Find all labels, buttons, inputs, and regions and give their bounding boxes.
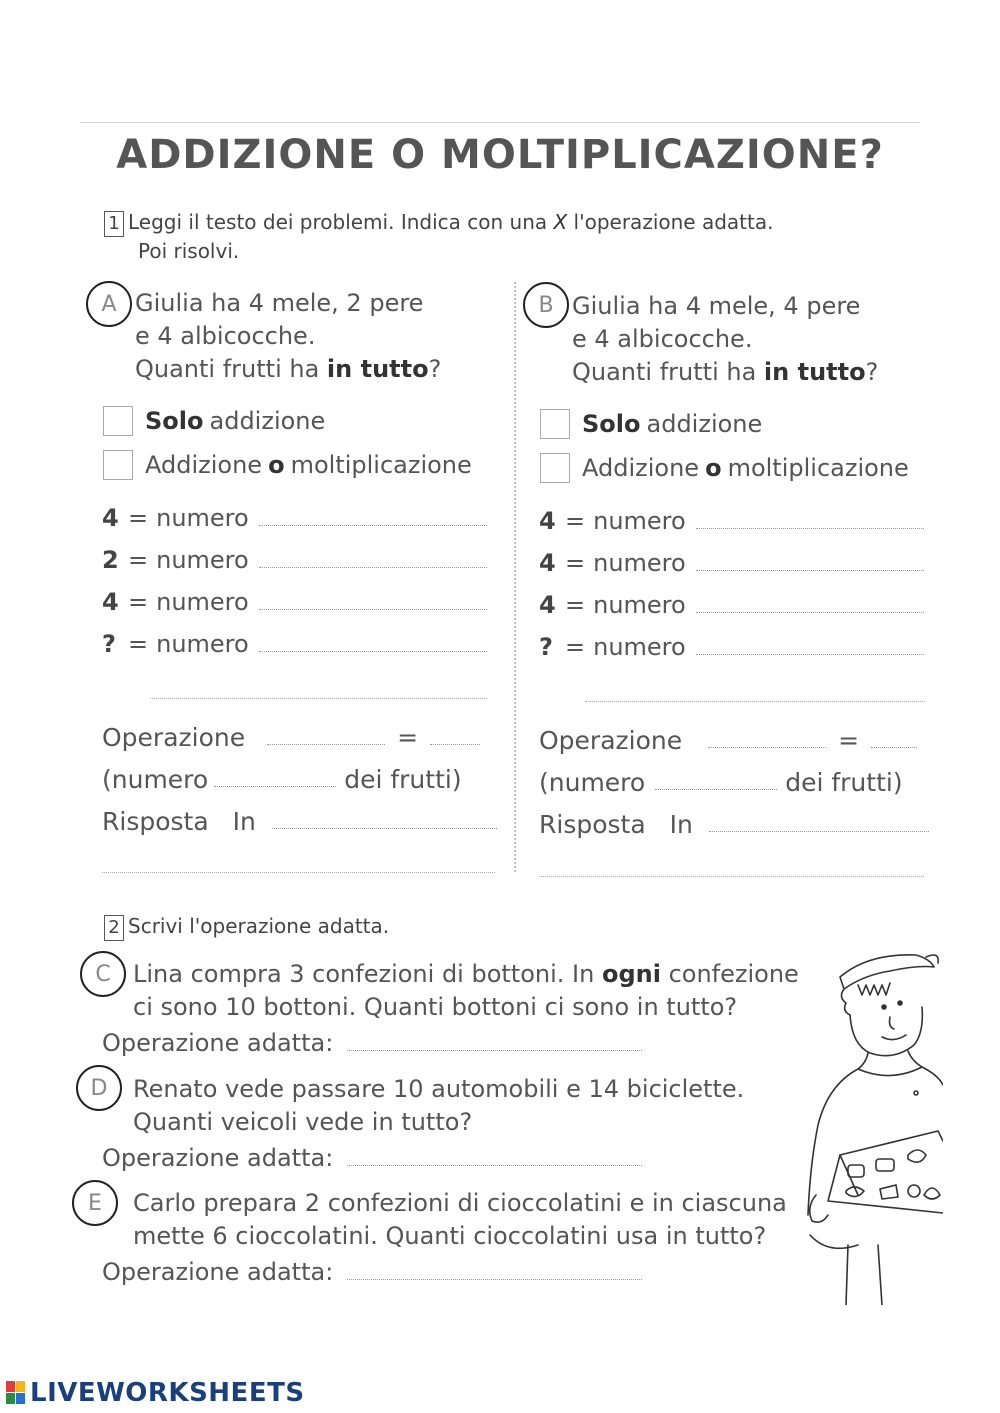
- numero-frutti-row: (numero dei frutti): [539, 767, 903, 797]
- problem-a-options: [103, 401, 503, 485]
- operazione-row: Operazione =: [539, 719, 929, 761]
- exercise-1-instruction: [104, 208, 904, 265]
- operation-input-line[interactable]: [708, 747, 826, 748]
- risposta-row: Risposta In: [102, 800, 497, 842]
- answer-line[interactable]: [259, 609, 487, 610]
- problem-a-text: [135, 287, 505, 386]
- liveworksheets-logo: [6, 1378, 305, 1408]
- instruction-line-2: Poi risolvi.: [138, 238, 240, 263]
- checkbox-addizione-o-moltiplicazione[interactable]: [540, 453, 570, 483]
- number-row: 2 = numero: [102, 539, 487, 581]
- answer-line[interactable]: [696, 612, 924, 613]
- problem-c-text: [133, 958, 823, 1024]
- answer-line[interactable]: [696, 528, 924, 529]
- checkbox-solo-addizione[interactable]: [103, 406, 133, 436]
- problem-d-line-1: Renato vede passare 10 automobili e 14 biciclette.: [133, 1075, 745, 1103]
- problem-letter-a: A: [86, 281, 132, 327]
- extra-answer-line[interactable]: [150, 698, 487, 699]
- answer-line[interactable]: [696, 654, 924, 655]
- extra-answer-line[interactable]: [585, 701, 925, 702]
- problem-a-line-2: e 4 albicocche.: [135, 322, 316, 350]
- exercise-number: 2: [104, 915, 124, 941]
- problem-e-line-1: Carlo prepara 2 confezioni di cioccolatini e in ciascuna: [133, 1189, 787, 1217]
- number-row: ? = numero: [102, 623, 487, 665]
- problem-e-operazione-adatta: Operazione adatta:: [102, 1258, 642, 1286]
- option-solo-addizione: Solo addizione: [540, 404, 960, 444]
- problem-b-operation: [539, 719, 929, 845]
- option-addizione-o-moltiplicazione: Addizione o moltiplicazione: [103, 445, 503, 485]
- instruction-text: Leggi il testo dei problemi. Indica con una: [128, 210, 548, 234]
- checkbox-solo-addizione[interactable]: [540, 409, 570, 439]
- problem-c-line-2: ci sono 10 bottoni. Quanti bottoni ci sono in tutto?: [133, 993, 738, 1021]
- instruction-x-mark: X: [553, 210, 568, 234]
- column-divider: [514, 282, 516, 872]
- risposta-continuation-line[interactable]: [539, 876, 924, 877]
- problem-b-options: [540, 404, 960, 488]
- number-row: 4 = numero: [102, 497, 487, 539]
- problem-b-number-rows: [539, 500, 924, 668]
- checkbox-addizione-o-moltiplicazione[interactable]: [103, 450, 133, 480]
- problem-d-line-2: Quanti veicoli vede in tutto?: [133, 1108, 473, 1136]
- risposta-input-line[interactable]: [709, 831, 929, 832]
- problem-a-line-1: Giulia ha 4 mele, 2 pere: [135, 289, 424, 317]
- result-input-line[interactable]: [871, 747, 917, 748]
- problem-b-line-3: Quanti frutti ha in tutto?: [572, 358, 879, 386]
- operazione-adatta-input-line[interactable]: [347, 1279, 642, 1280]
- chocolate-seller-boy-illustration-icon: [798, 945, 943, 1305]
- number-row: 4 = numero: [102, 581, 487, 623]
- numero-input-line[interactable]: [655, 789, 777, 790]
- exercise-number: 1: [104, 211, 124, 237]
- problem-e-line-2: mette 6 cioccolatini. Quanti cioccolatini usa in tutto?: [133, 1222, 767, 1250]
- number-row: 4 = numero: [539, 584, 924, 626]
- liveworksheets-logo-icon: [6, 1381, 26, 1405]
- operazione-row: Operazione =: [102, 716, 497, 758]
- problem-a-number-rows: [102, 497, 487, 665]
- operation-input-line[interactable]: [267, 744, 385, 745]
- problem-letter-c: C: [80, 951, 126, 997]
- instruction-text: Scrivi l'operazione adatta.: [128, 914, 390, 938]
- problem-letter-d: D: [76, 1065, 122, 1111]
- operazione-adatta-input-line[interactable]: [347, 1050, 642, 1051]
- answer-line[interactable]: [259, 525, 487, 526]
- problem-e-text: [133, 1187, 823, 1253]
- problem-b-line-2: e 4 albicocche.: [572, 325, 753, 353]
- answer-line[interactable]: [259, 567, 487, 568]
- number-row: 4 = numero: [539, 542, 924, 584]
- option-solo-addizione: Solo addizione: [103, 401, 503, 441]
- footer-brand-text: LIVEWORKSHEETS: [30, 1378, 305, 1408]
- problem-a-line-3: Quanti frutti ha in tutto?: [135, 355, 442, 383]
- numero-frutti-row: (numero dei frutti): [102, 764, 462, 794]
- problem-a-operation: [102, 716, 497, 842]
- top-rule: [80, 122, 920, 123]
- risposta-row: Risposta In: [539, 803, 929, 845]
- problem-d-text: [133, 1073, 823, 1139]
- page-title: ADDIZIONE O MOLTIPLICAZIONE?: [116, 132, 884, 178]
- problem-c-line-1: Lina compra 3 confezioni di bottoni. In ogni confezione: [133, 960, 799, 988]
- instruction-text-end: l'operazione adatta.: [573, 210, 774, 234]
- numero-input-line[interactable]: [214, 786, 336, 787]
- problem-c-operazione-adatta: Operazione adatta:: [102, 1029, 642, 1057]
- option-addizione-o-moltiplicazione: Addizione o moltiplicazione: [540, 448, 960, 488]
- operazione-adatta-input-line[interactable]: [347, 1165, 642, 1166]
- exercise-2-instruction: [104, 912, 604, 941]
- problem-b-text: [572, 290, 932, 389]
- result-input-line[interactable]: [430, 744, 480, 745]
- problem-letter-e: E: [72, 1180, 118, 1226]
- number-row: 4 = numero: [539, 500, 924, 542]
- problem-b-line-1: Giulia ha 4 mele, 4 pere: [572, 292, 861, 320]
- number-row: ? = numero: [539, 626, 924, 668]
- problem-d-operazione-adatta: Operazione adatta:: [102, 1144, 642, 1172]
- risposta-input-line[interactable]: [272, 828, 497, 829]
- answer-line[interactable]: [259, 651, 487, 652]
- risposta-continuation-line[interactable]: [102, 872, 495, 873]
- problem-letter-b: B: [523, 282, 569, 328]
- answer-line[interactable]: [696, 570, 924, 571]
